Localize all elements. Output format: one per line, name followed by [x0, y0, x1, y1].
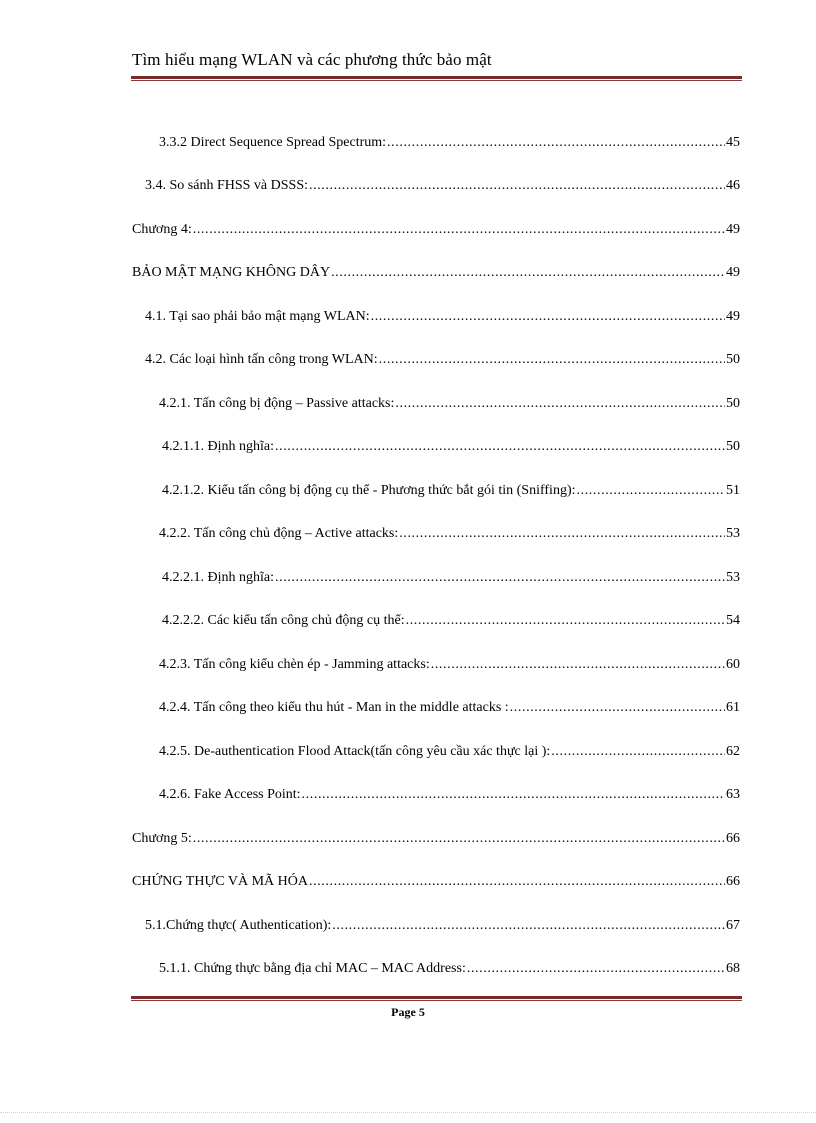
toc-entry-label: CHỨNG THỰC VÀ MÃ HÓA: [132, 874, 308, 889]
toc-entry-page: 49: [726, 222, 740, 237]
toc-entry-label: 4.2. Các loại hình tấn công trong WLAN:: [145, 352, 378, 367]
toc-leader: [510, 698, 725, 718]
toc-leader: [371, 307, 725, 327]
toc-leader: [551, 742, 725, 762]
toc-leader: [395, 394, 725, 414]
page-bottom-border: [0, 1112, 816, 1114]
toc-entry-page: 68: [726, 961, 740, 976]
toc-leader: [309, 176, 725, 196]
toc-entry-page: 66: [726, 831, 740, 846]
toc-entry-label: 4.2.4. Tấn công theo kiểu thu hút - Man in the middle attacks :: [159, 700, 509, 715]
toc-entry-label: 4.2.2. Tấn công chủ động – Active attacks:: [159, 526, 399, 541]
toc-leader: [193, 220, 725, 240]
toc-leader: [577, 481, 726, 501]
toc-entry-label: 4.2.1. Tấn công bị động – Passive attacks:: [159, 396, 395, 411]
toc-entry-page: 53: [726, 570, 740, 585]
toc-entry-page: 66: [726, 874, 740, 889]
toc-entry-label: 3.3.2 Direct Sequence Spread Spectrum:: [159, 135, 387, 150]
toc-entry[interactable]: [132, 872, 740, 892]
toc-entry-page: 61: [726, 700, 740, 715]
toc-entry[interactable]: [145, 350, 740, 370]
toc-entry-label: 4.2.2.1. Định nghĩa:: [162, 570, 274, 585]
toc-entry-page: 54: [726, 613, 740, 628]
toc-entry[interactable]: [159, 133, 740, 153]
toc-leader: [467, 959, 725, 979]
toc-leader: [431, 655, 725, 675]
toc-entry-label: Chương 5:: [132, 831, 192, 846]
toc-entry[interactable]: [159, 959, 740, 979]
toc-leader: [379, 350, 725, 370]
toc-entry-label: 4.2.6. Fake Access Point:: [159, 787, 301, 802]
toc-leader: [387, 133, 725, 153]
toc-entry-page: 67: [726, 918, 740, 933]
toc-leader: [275, 568, 725, 588]
toc-entry[interactable]: [132, 829, 740, 849]
toc-entry[interactable]: [159, 655, 740, 675]
toc-entry-page: 50: [726, 396, 740, 411]
toc-entry-label: Chương 4:: [132, 222, 192, 237]
toc-entry[interactable]: [159, 785, 740, 805]
toc-entry-label: BẢO MẬT MẠNG KHÔNG DÂY: [132, 265, 331, 280]
toc-entry-page: 63: [726, 787, 740, 802]
toc-entry[interactable]: [145, 307, 740, 327]
toc-entry[interactable]: [132, 263, 740, 283]
toc-entry-label: 4.2.1.1. Định nghĩa:: [162, 439, 274, 454]
page-number: Page 5: [391, 1005, 425, 1019]
toc-leader: [399, 524, 725, 544]
toc-entry[interactable]: [162, 481, 740, 501]
toc-entry[interactable]: [159, 698, 740, 718]
toc-entry-page: 62: [726, 744, 740, 759]
toc-entry-label: 4.2.3. Tấn công kiểu chèn ép - Jamming attacks:: [159, 657, 430, 672]
toc-entry[interactable]: [162, 611, 740, 631]
toc-entry[interactable]: [162, 568, 740, 588]
toc-entry[interactable]: [162, 437, 740, 457]
toc-leader: [331, 263, 725, 283]
toc-entry-page: 51: [726, 483, 740, 498]
toc-entry[interactable]: [159, 524, 740, 544]
toc-entry-page: 49: [726, 265, 740, 280]
toc-leader: [275, 437, 725, 457]
toc-entry-label: 4.2.2.2. Các kiểu tấn công chủ động cụ thể:: [162, 613, 405, 628]
toc-leader: [309, 872, 725, 892]
toc-entry[interactable]: [159, 742, 740, 762]
toc-leader: [193, 829, 725, 849]
toc-leader: [302, 785, 725, 805]
toc-entry-label: 3.4. So sánh FHSS và DSSS:: [145, 178, 308, 193]
toc-entry-page: 49: [726, 309, 740, 324]
toc-entry[interactable]: [159, 394, 740, 414]
toc-entry-label: 5.1.Chứng thực( Authentication):: [145, 918, 332, 933]
toc-entry-page: 45: [726, 135, 740, 150]
toc-entry-label: 4.2.1.2. Kiểu tấn công bị động cụ thể - Phương thức bắt gói tin (Sniffing):: [162, 483, 576, 498]
toc-entry[interactable]: [145, 916, 740, 936]
footer-rule: [131, 996, 742, 1001]
toc-entry-page: 50: [726, 439, 740, 454]
toc-entry[interactable]: [145, 176, 740, 196]
toc-entry-page: 60: [726, 657, 740, 672]
toc-entry[interactable]: [132, 220, 740, 240]
toc-leader: [332, 916, 725, 936]
toc-entry-label: 4.2.5. De-authentication Flood Attack(tấn công yêu cầu xác thực lại ):: [159, 744, 551, 759]
toc-entry-label: 5.1.1. Chứng thực bằng địa chỉ MAC – MAC Address:: [159, 961, 466, 976]
toc-entry-page: 50: [726, 352, 740, 367]
toc-entry-label: 4.1. Tại sao phải bảo mật mạng WLAN:: [145, 309, 370, 324]
toc-entry-page: 53: [726, 526, 740, 541]
toc-entry-page: 46: [726, 178, 740, 193]
page-header-title: Tìm hiểu mạng WLAN và các phương thức bảo mật: [132, 50, 492, 69]
toc-leader: [406, 611, 725, 631]
